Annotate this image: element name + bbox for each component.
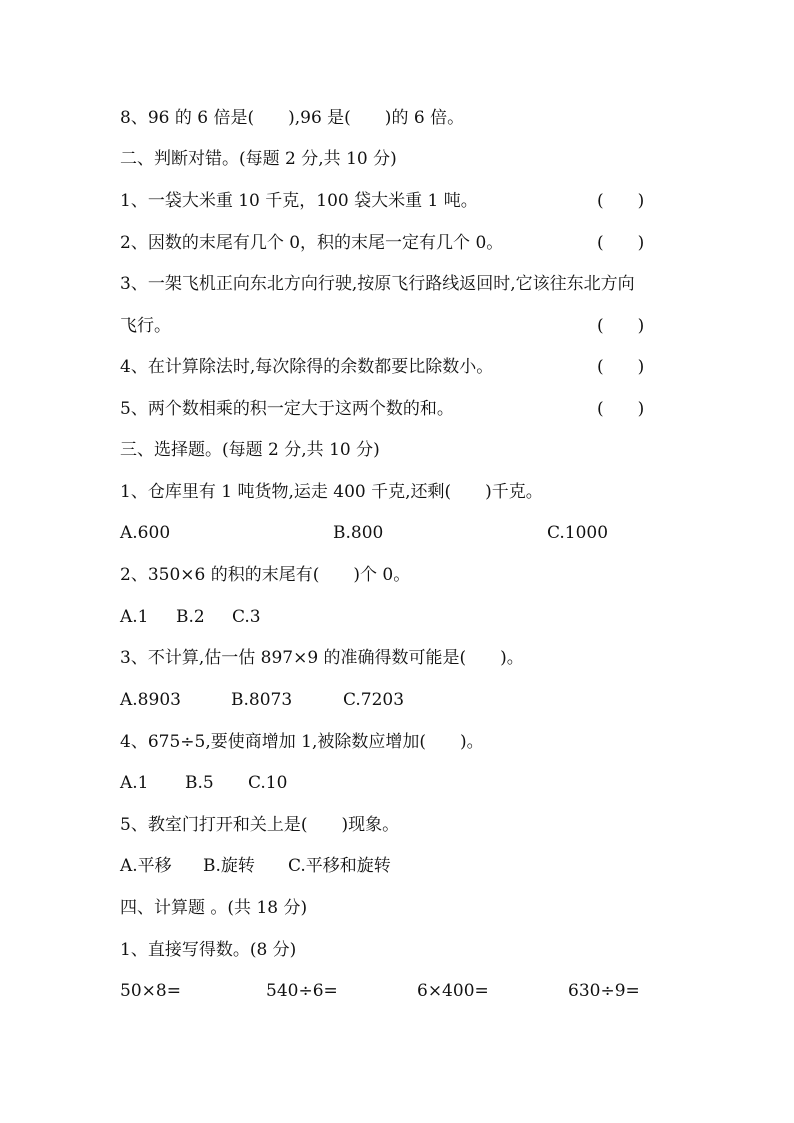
- question-8-fill-blank: 8、96 的 6 倍是( ),96 是( )的 6 倍。: [120, 108, 465, 128]
- choice-4-option-b[interactable]: B.5: [185, 773, 214, 793]
- calc-question-1: 1、直接写得数。(8 分): [120, 940, 297, 960]
- choice-question-3: 3、不计算,估一估 897×9 的准确得数可能是( )。: [120, 648, 524, 668]
- judge-question-2: 2、因数的末尾有几个 0，积的末尾一定有几个 0。: [120, 233, 504, 253]
- judge-question-3-cont: 飞行。: [120, 316, 171, 336]
- choice-question-2: 2、350×6 的积的末尾有( )个 0。: [120, 565, 411, 585]
- choice-5-option-c[interactable]: C.平移和旋转: [288, 856, 391, 876]
- choice-question-1: 1、仓库里有 1 吨货物,运走 400 千克,还剩( )千克。: [120, 482, 543, 502]
- choice-4-option-a[interactable]: A.1: [120, 773, 149, 793]
- choice-2-option-a[interactable]: A.1: [120, 607, 149, 627]
- judge-question-5: 5、两个数相乘的积一定大于这两个数的和。: [120, 399, 454, 419]
- section-2-heading: 二、判断对错。(每题 2 分,共 10 分): [120, 149, 397, 169]
- choice-3-option-c[interactable]: C.7203: [343, 690, 405, 710]
- choice-4-option-c[interactable]: C.10: [248, 773, 288, 793]
- judge-answer-4[interactable]: ( ): [597, 357, 645, 377]
- choice-question-5: 5、教室门打开和关上是( )现象。: [120, 815, 400, 835]
- choice-5-option-b[interactable]: B.旋转: [203, 856, 255, 876]
- calc-item-1[interactable]: 50×8=: [120, 981, 181, 1001]
- judge-answer-1[interactable]: ( ): [597, 191, 645, 211]
- judge-question-3: 3、一架飞机正向东北方向行驶,按原飞行路线返回时,它该往东北方向: [120, 274, 635, 294]
- section-4-heading: 四、计算题 。(共 18 分): [120, 898, 308, 918]
- choice-1-option-b[interactable]: B.800: [333, 523, 384, 543]
- choice-2-option-c[interactable]: C.3: [232, 607, 261, 627]
- judge-answer-3[interactable]: ( ): [597, 316, 645, 336]
- choice-3-option-a[interactable]: A.8903: [120, 690, 181, 710]
- calc-item-3[interactable]: 6×400=: [417, 981, 489, 1001]
- judge-answer-5[interactable]: ( ): [597, 399, 645, 419]
- choice-3-option-b[interactable]: B.8073: [231, 690, 293, 710]
- calc-item-2[interactable]: 540÷6=: [266, 981, 338, 1001]
- calc-item-4[interactable]: 630÷9=: [568, 981, 640, 1001]
- judge-answer-2[interactable]: ( ): [597, 233, 645, 253]
- judge-question-4: 4、在计算除法时,每次除得的余数都要比除数小。: [120, 357, 494, 377]
- choice-1-option-c[interactable]: C.1000: [547, 523, 609, 543]
- section-3-heading: 三、选择题。(每题 2 分,共 10 分): [120, 440, 380, 460]
- choice-5-option-a[interactable]: A.平移: [120, 856, 172, 876]
- judge-question-1: 1、一袋大米重 10 千克，100 袋大米重 1 吨。: [120, 191, 478, 211]
- choice-2-option-b[interactable]: B.2: [176, 607, 205, 627]
- choice-question-4: 4、675÷5,要使商增加 1,被除数应增加( )。: [120, 732, 484, 752]
- choice-1-option-a[interactable]: A.600: [120, 523, 171, 543]
